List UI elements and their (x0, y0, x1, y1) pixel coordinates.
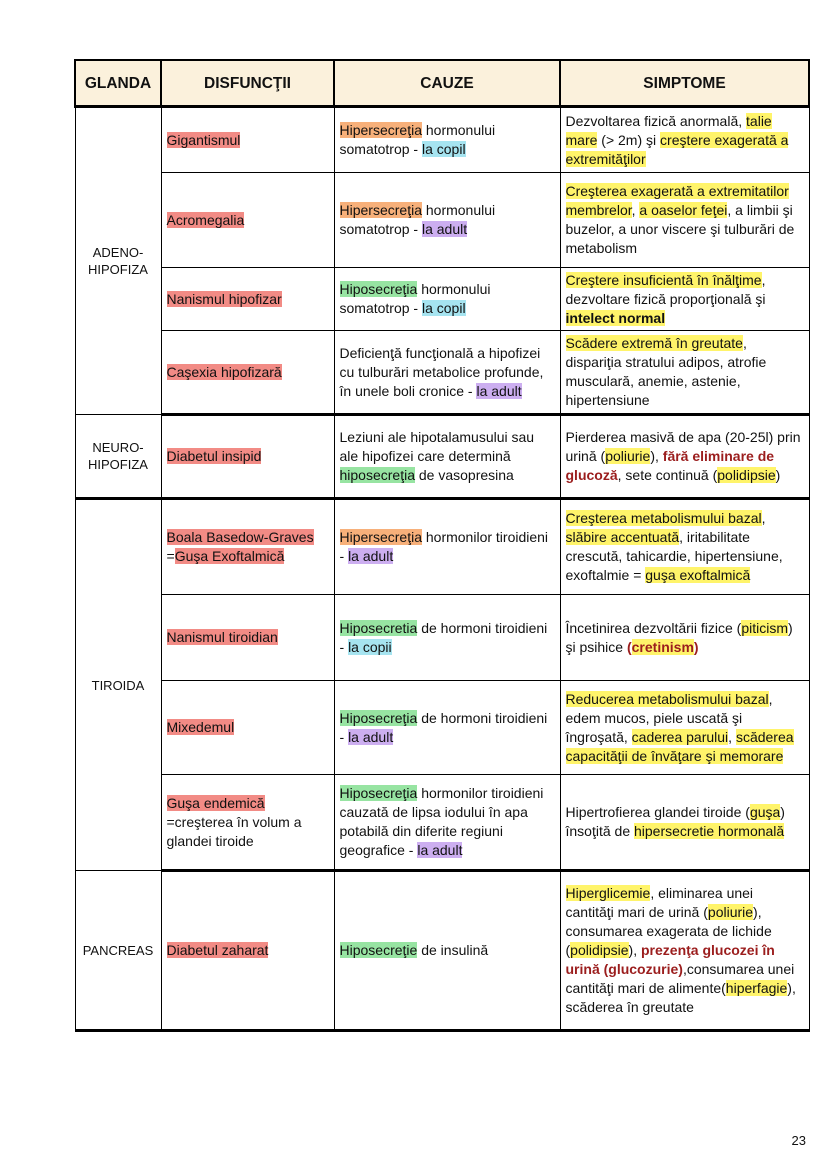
endocrine-disorders-table (74, 59, 810, 1032)
symptom-highlight: intelect normal (565, 309, 666, 326)
simptome-cell (560, 871, 809, 1031)
symptom-text: , dezvoltare fizică proporţională şi (565, 271, 766, 307)
cause-text: hormonului somatotrop - (339, 122, 496, 157)
symptom-text: , (761, 510, 766, 526)
disfunctie-text: =creşterea în volum a glandei tiroide (166, 813, 302, 849)
symptom-highlight: polidipsie (717, 467, 776, 483)
symptom-text: Pierderea masivă de apa (20-25l) prin urină ( (565, 429, 801, 464)
gland-label-line: ADENO- (92, 245, 144, 260)
header-glanda: GLANDA (75, 60, 161, 107)
symptom-text: , eliminarea unei cantităţi mari de urină ( (565, 885, 754, 920)
simptome-cell (560, 499, 809, 595)
symptom-text: Dezvoltarea fizică anormală, (565, 112, 747, 129)
cause-text: hormonului somatotrop - (339, 281, 491, 316)
age-badge: la copil (421, 141, 466, 157)
symptom-text: , (728, 728, 736, 745)
gland-label-line: TIROIDA (91, 677, 145, 693)
gland-adenohipofiza (75, 107, 161, 415)
symptom-text: ) însoţită de (565, 804, 785, 839)
simptome-cell (560, 268, 809, 331)
simptome-cell (560, 415, 809, 499)
age-badge: la copil (421, 300, 466, 316)
cause-highlight: Hiposecreţie (339, 942, 418, 958)
symptom-text: , (631, 202, 640, 218)
table-row (75, 595, 809, 681)
gland-label-line: NEURO- (92, 440, 144, 455)
gland-label-line: PANCREAS (82, 942, 154, 958)
disfunctie-name: Diabetul insipid (166, 448, 262, 464)
table-row (75, 107, 809, 173)
cause-text: hormonului somatotrop - (339, 202, 496, 237)
symptom-highlight: guşa exoftalmică (645, 567, 751, 583)
cause-text: Deficienţă funcţională a hipofizei cu tulburări metabolice profunde, în unele boli cronice - (339, 344, 544, 399)
simptome-cell (560, 107, 809, 173)
symptom-text: ), scăderea în greutate (565, 980, 796, 1015)
age-badge: la adult (421, 221, 468, 237)
disfunctie-cell (161, 415, 334, 499)
symptom-text: , a limbii şi buzelor, a unor viscere şi tulburări de metabolism (565, 202, 795, 256)
table-header-row (75, 60, 809, 107)
disfunctie-name: Nanismul hipofizar (166, 290, 282, 307)
page-number: 23 (791, 1133, 806, 1148)
header-simptome: SIMPTOME (560, 60, 809, 107)
disfunctie-cell (161, 681, 334, 775)
symptom-highlight: Creştere insuficientă în înălţime (565, 271, 762, 288)
disfunctie-cell (161, 173, 334, 268)
cause-highlight: Hiposecreţia (339, 709, 418, 726)
symptom-text: ), (650, 448, 663, 464)
gland-pancreas (75, 871, 161, 1031)
disfunctie-name: Guşa endemică (166, 794, 265, 811)
symptom-emphasis: fără eliminare de glucoză (565, 448, 775, 483)
cause-highlight: Hiposecreţia (339, 785, 418, 801)
simptome-cell (560, 595, 809, 681)
disfunctie-name: Caşexia hipofizară (166, 363, 282, 380)
symptom-emphasis: ) (693, 638, 699, 655)
symptom-highlight: hipersecretie hormonală (634, 823, 785, 839)
symptom-highlight: a oaselor feţei (639, 202, 728, 218)
symptom-text: , sete continuă ( (617, 467, 718, 483)
symptom-highlight: Reducerea metabolismului bazal (565, 690, 769, 707)
symptom-text: ) (775, 467, 781, 483)
disfunctie-name: Boala Basedow-Graves (166, 529, 314, 545)
disfunctie-cell (161, 268, 334, 331)
symptom-highlight: piticism (741, 619, 789, 636)
symptom-emphasis-highlight: cretinism (631, 638, 694, 655)
cauze-cell (334, 173, 560, 268)
symptom-highlight: hiperfagie (725, 980, 788, 996)
cause-text: hormonilor tiroidieni cauzată de lipsa iodului în apa potabilă din diferite regiuni geografice - (339, 785, 544, 858)
table-row (75, 681, 809, 775)
symptom-highlight: guşa (749, 804, 781, 820)
cause-highlight: Hipersecreţia (339, 529, 422, 545)
table-row (75, 775, 809, 871)
cause-highlight: hiposecreţia (339, 467, 415, 483)
age-badge: la adult (417, 842, 463, 858)
symptom-highlight: talie mare (565, 112, 772, 148)
disfunctie-name: Diabetul zaharat (166, 942, 269, 958)
header-cauze: CAUZE (334, 60, 560, 107)
table-row (75, 415, 809, 499)
cauze-cell (334, 415, 560, 499)
cauze-cell (334, 499, 560, 595)
symptom-text: , edem mucos, piele uscată şi îngroşată, (565, 690, 773, 745)
disfunctie-name: Gigantismul (166, 131, 241, 148)
cauze-cell (334, 268, 560, 331)
symptom-text: , iritabilitate crescută, tahicardie, hipertensiune, exoftalmie = (565, 529, 783, 583)
symptom-text: , dispariţia stratului adipos, atrofie musculară, anemie, astenie, hipertensiune (565, 335, 767, 408)
symptom-text: ), consumarea exagerata de lichide ( (565, 904, 772, 958)
symptom-highlight: scăderea capacităţii de învăţare şi memorare (565, 728, 794, 764)
cause-highlight: Hiposecreţia (339, 281, 418, 297)
gland-label-line: HIPOFIZA (88, 457, 148, 472)
symptom-highlight: poliurie (707, 904, 754, 920)
age-badge: la adult (348, 728, 394, 745)
disfunctie-cell (161, 595, 334, 681)
simptome-cell (560, 173, 809, 268)
cause-text: de insulină (417, 942, 489, 958)
cauze-cell (334, 331, 560, 415)
cause-text: de hormoni tiroidieni - (339, 619, 548, 655)
cauze-cell (334, 871, 560, 1031)
symptom-text: ) şi psihice (565, 619, 793, 655)
table-row (75, 173, 809, 268)
symptom-emphasis: prezenţa glucozei în urină (glucozurie) (565, 942, 775, 977)
disfunctie-text: = (166, 548, 175, 564)
simptome-cell (560, 331, 809, 415)
cause-text: hormonilor tiroidieni - (339, 529, 549, 564)
table-row (75, 499, 809, 595)
symptom-highlight: slăbire accentuată (565, 529, 680, 545)
cauze-cell (334, 107, 560, 173)
age-badge: la copii (348, 638, 392, 655)
age-badge: la adult (348, 548, 394, 564)
disfunctie-cell (161, 107, 334, 173)
gland-neurohipofiza (75, 415, 161, 499)
cauze-cell (334, 775, 560, 871)
disfunctie-cell (161, 499, 334, 595)
disfunctie-name: Nanismul tiroidian (166, 629, 278, 645)
cause-highlight: Hipersecreţia (339, 122, 422, 138)
symptom-highlight: caderea parului (631, 728, 729, 745)
cause-highlight: Hiposecretia (339, 619, 418, 636)
symptom-highlight: polidipsie (570, 942, 629, 958)
symptom-emphasis: ( (626, 638, 632, 655)
header-disfunctii: DISFUNCŢII (161, 60, 334, 107)
cauze-cell (334, 595, 560, 681)
symptom-highlight: poliurie (605, 448, 651, 464)
cause-highlight: Hipersecreţia (339, 202, 422, 218)
cause-text: Leziuni ale hipotalamusului sau ale hipofizei care determină (339, 429, 535, 464)
disfunctie-name: Guşa Exoftalmică (174, 548, 285, 564)
symptom-text: ), (628, 942, 641, 958)
cause-text: de vasopresina (415, 467, 514, 483)
symptom-highlight: Creşterea exagerată a extremitatilor membrelor (565, 183, 789, 218)
symptom-text: Încetinirea dezvoltării fizice ( (565, 619, 742, 636)
cauze-cell (334, 681, 560, 775)
gland-label-line: HIPOFIZA (88, 262, 148, 277)
symptom-text: (> 2m) şi (597, 131, 661, 148)
symptom-highlight: Scădere extremă în greutate (565, 335, 743, 351)
age-badge: la adult (476, 382, 522, 399)
symptom-text: ,consumarea unei cantităţi mari de alimente( (565, 961, 795, 996)
symptom-highlight: creştere exagerată a extremităţilor (565, 131, 789, 167)
gland-tiroida (75, 499, 161, 871)
simptome-cell (560, 775, 809, 871)
table-row (75, 268, 809, 331)
table-row (75, 331, 809, 415)
disfunctie-cell (161, 331, 334, 415)
symptom-text: Hipertrofierea glandei tiroide ( (565, 804, 750, 820)
disfunctie-name: Acromegalia (166, 211, 245, 228)
table-row (75, 871, 809, 1031)
symptom-highlight: Hiperglicemie (565, 885, 651, 901)
disfunctie-name: Mixedemul (166, 719, 235, 735)
disfunctie-cell (161, 775, 334, 871)
symptom-highlight: Creşterea metabolismului bazal (565, 510, 762, 526)
cause-text: de hormoni tiroidieni - (339, 709, 548, 745)
disfunctie-cell (161, 871, 334, 1031)
simptome-cell (560, 681, 809, 775)
